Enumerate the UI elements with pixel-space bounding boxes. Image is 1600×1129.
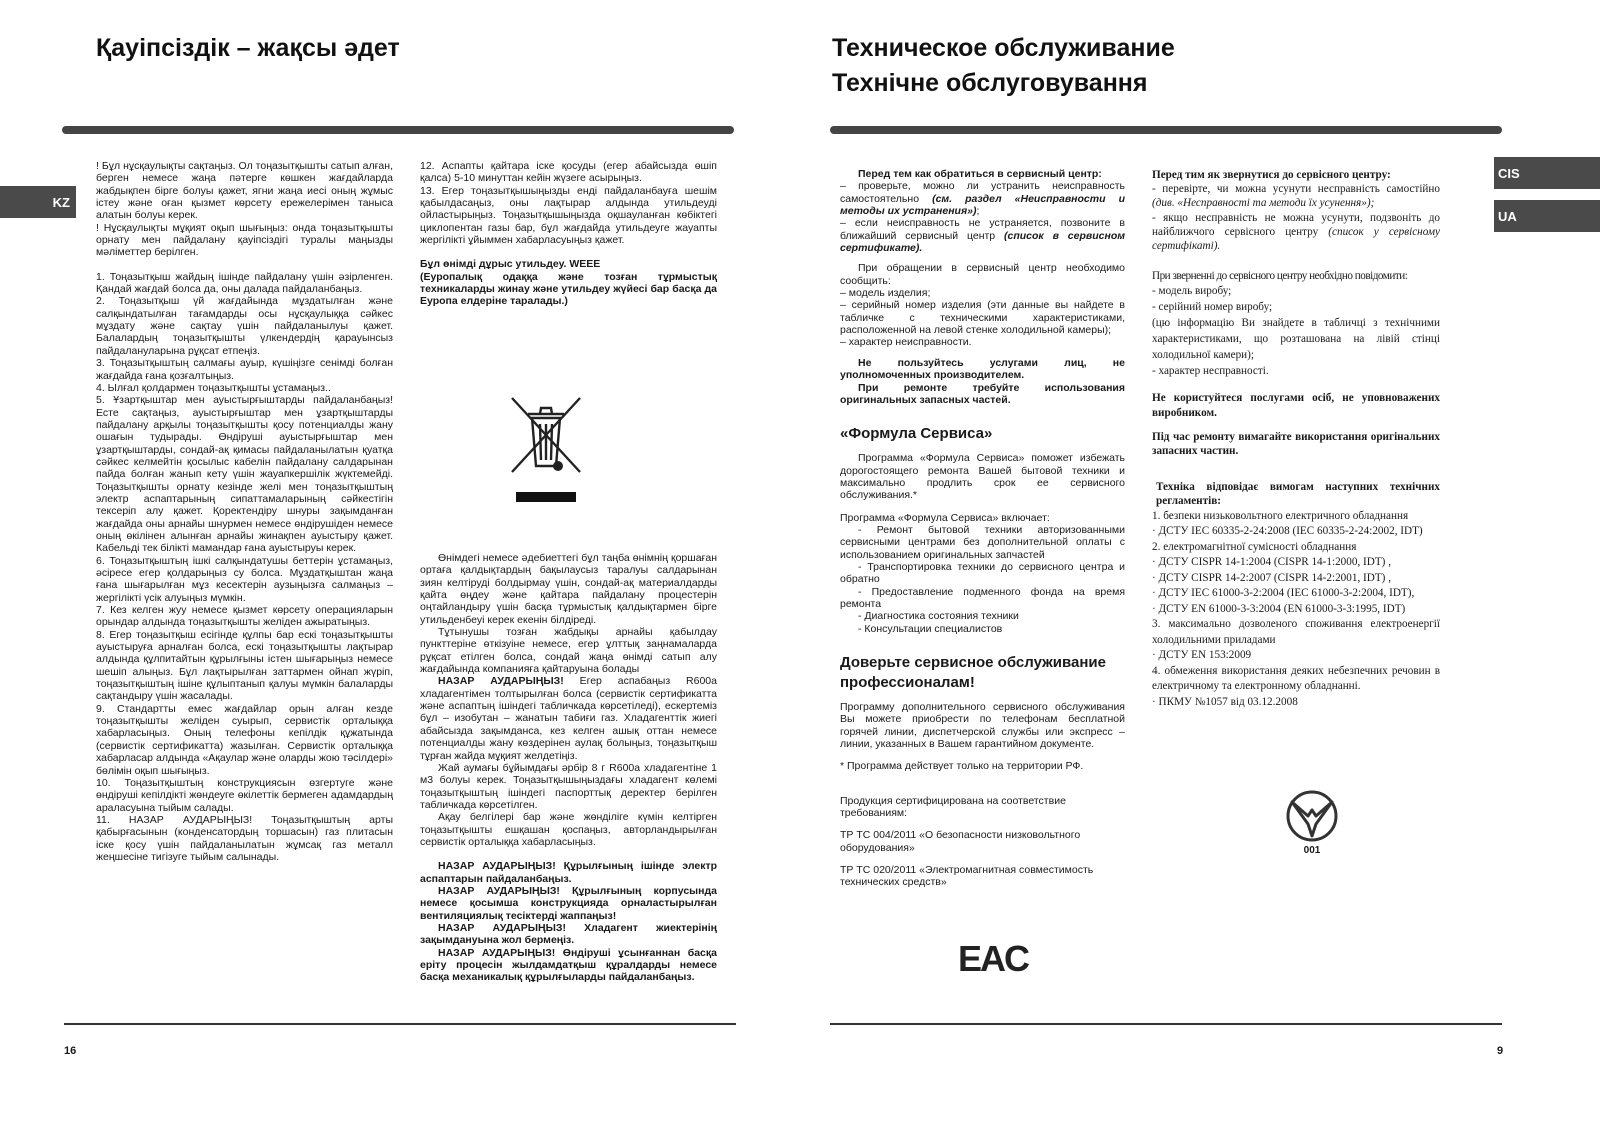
- left-page-number: 16: [64, 1045, 77, 1057]
- ua-reg-item: · ДСТУ CISPR 14-1:2004 (CISPR 14-1:2000, IDT) ,: [1152, 556, 1392, 569]
- eac-mark-icon: EAC: [958, 938, 1029, 979]
- lang-tab-kz[interactable]: KZ: [0, 186, 76, 218]
- cert-item: ТР ТС 004/2011 «О безопасности низковольтного оборудования»: [840, 829, 1081, 854]
- ua-reg-item: · ДСТУ EN 61000-3-3:2004 (EN 61000-3-3:1995, IDT): [1152, 602, 1406, 615]
- formula-intro: Программа «Формула Сервиса» поможет избежать дорогостоящего ремонта Вашей бытовой техники и максимально продлить срок ее сервисного обслуживания.*: [840, 452, 1125, 502]
- kz-para: 7. Кез келген жуу немесе қызмет көрсету операцияларын орындар алдында тоңазытқышты желіден ажыратыңыз.: [96, 604, 393, 629]
- ua-contact-item: - модель виробу;: [1152, 285, 1232, 298]
- ua-conformity-mark: [1280, 788, 1344, 856]
- kz-para: Тұтынушы тозған жабдықы арнайы қабылдау пункттеріне өткізуіне немесе, егер ұлттық заңнамаларда рұқсат етілген болса, сондай жаңа өнімді сатып алу жағдайында компанияға қайтаруына болады: [420, 626, 717, 676]
- ua-before-2: - якщо несправність не можна усунути, подзвоніть до найближчого сервісного центру: [1152, 211, 1440, 238]
- kz-para: 8. Егер тоңазытқыш есігінде құлпы бар ескі тоңазытқышты ауыстыруға арналған болса, ескі тоңазытқышты лақтырар алдында құлпитайтын құрылғыны істен шығарыңыз немесе шешіп алыңыз. Бұл лақтырылған заттармен ойнап жүріп, тоңазытқыштың ішіне құлыптанып қалуы мүмкін балаларды сақтандыру үшін жасалады.: [96, 628, 393, 703]
- ru-contact-item: – характер неисправности.: [840, 336, 972, 349]
- weee-crossed-bin-icon: [506, 394, 586, 506]
- ru-contact-item: – серийный номер изделия (эти данные вы найдете в табличке с техническими характеристиками, расположенной на левой стенке холодильной камеры);: [840, 299, 1125, 337]
- ru-contact-item: – модель изделия;: [840, 287, 931, 300]
- lang-tab-ua[interactable]: UA: [1494, 200, 1600, 232]
- kz-para: 9. Стандартты емес жағдайлар орын алған кезде тоңазытқышты желіден суырып, сервистік орталыққа хабарласыңыз. Оның телефоны кепілдік құжатында (сервистік сертификатта) жазылған. Сервистік орталыққа хабарласар алдында «Ақаулар және оларды жою тәсілдері» бөлімін оқып шығыңыз.: [96, 702, 393, 777]
- formula-item: - Ремонт бытовой техники авторизованными сервисными центрами без дополнительной оплаты с использованием оригинальных запчастей: [840, 523, 1125, 561]
- right-header-bar: [830, 126, 1502, 134]
- ua-bold-1: Не користуйтеся послугами осіб, не уповноважених виробником.: [1152, 392, 1440, 419]
- cert-item: ТР ТС 020/2011 «Электромагнитная совместимость технических средств»: [840, 864, 1094, 889]
- ru-before-1: – проверьте, можно ли устранить неисправность самостоятельно: [840, 180, 1125, 205]
- ua-before-2-ref: (список у сервісному сертифікаті).: [1152, 225, 1440, 253]
- attention-label: НАЗАР АУДАРЫҢЫЗ!: [438, 675, 564, 688]
- kz-para: 2. Тоңазытқыш үй жағдайында мұздатылған және салқындатылған тағамдарды осы нұсқаулыққа сәйкес мұздату және сақтау үшін пайдаланылуы қажет. Балалардың тоңазытқышты үлкендердің қарауынсыз пайдалануларына рұқсат етпеңіз.: [96, 295, 393, 357]
- kz-para: Өнімдегі немесе әдебиеттегі бұл таңба өнімнің қоршаған ортаға қалдықтардың бақылаусыз таралуы салдарынан зиян келтіруді болдырмау үшін, сондай-ақ материалдарды қайта өңдеу және қайтара пайдалану процестерін оңтайландыру үшін басқа тұрмыстық қалдықтармен бірге утильденбеуі керек екенін білдіреді.: [420, 552, 717, 626]
- ua-reg-item: · ДСТУ EN 153:2009: [1152, 649, 1252, 662]
- ua-before-1: - перевірте, чи можна усунути несправність самостійно: [1152, 183, 1440, 196]
- cert-intro: Продукция сертифицирована на соответствие требованиям:: [840, 794, 1066, 820]
- formula-item: - Консультации специалистов: [858, 622, 1003, 635]
- kz-para: ! Бұл нұсқаулықты сақтаңыз. Ол тоңазытқышты сатып алған, берген немесе жаңа пәтерге көшкен жағдайларда жабдықпен бірге болуы қажет, ягни жаңа иесі оның жұмыс істеу және оған қызмет көрсету ережелерімен таныса алатын болуы керек.: [96, 160, 393, 222]
- kz-para: 3. Тоңазытқыштың салмағы ауыр, күшіңізге сенімді болған жағдайда ғана қозғалтыңыз.: [96, 357, 393, 382]
- kz-para: 12. Аспапты қайтара іске қосуды (егер абайсызда өшіп қалса) 5-10 минуттан кейін жүзеге асырыңыз.: [420, 160, 717, 185]
- buy-text: Программу дополнительного сервисного обслуживания Вы можете приобрести по телефонам бесплатной горячей линии, диспетчерской службы или экспресс – линии, указанных в Вашем гарантийном документе.: [840, 701, 1125, 751]
- weee-title: Бұл өнімді дұрыс утильдеу. WEEE: [420, 258, 601, 271]
- ua-bold-2: Під час ремонту вимагайте використання оригінальних запасних частин.: [1152, 430, 1440, 458]
- attention-text: Егер аспабаңыз R600a хладагентімен толтырылған болса (сервистік сертификатта және аспаптың ішіндегі табличкада көрсетіледі), ескертеміз бұл – изобутан – жанатын табиғи газ. Хладагенттік жиегі абайсызда зақымданса, кез келген ашық оттан немесе потенциалды жану көздерінен аулақ болыңыз, тоңазытқыш тұрған жайда мұқият желдетіңіз.: [420, 675, 717, 762]
- formula-item: - Предоставление подменного фонда на время ремонта: [840, 585, 1125, 610]
- ua-conformity-mark-icon: [1280, 788, 1344, 842]
- left-column-1: [96, 160, 393, 863]
- ua-contact-item: (цю інформацію Ви знайдете в табличці з технічними характеристиками, що розташована на лівій стінці холодильної камери);: [1152, 317, 1440, 362]
- kz-para: 4. Ылғал қолдармен тоңазытқышты ұстамаңыз..: [96, 381, 331, 394]
- trust-title: Доверьте сервисное обслуживание профессионалам!: [840, 654, 1106, 691]
- ua-reg-item: 4. обмеження використання деяких небезпечних речовин в електричному та електронному обладнанні.: [1152, 664, 1440, 693]
- right-page-title-ua: Технічне обслуговування: [832, 69, 1148, 97]
- right-page-title-ru: Техническое обслуживание: [832, 34, 1175, 62]
- ru-bold-2: При ремонте требуйте использования оригинальных запасных частей.: [840, 381, 1125, 406]
- ua-reg-item: 2. електромагнітної сумісності обладнання: [1152, 540, 1357, 553]
- right-footer-rule: [830, 1023, 1502, 1025]
- ua-reg-item: · ДСТУ CISPR 14-2:2007 (CISPR 14-2:2001, IDT) ,: [1152, 571, 1392, 584]
- ua-contact-intro: При зверненні до сервісного центру необхідно повідомити:: [1152, 270, 1408, 283]
- warning: НАЗАР АУДАРЫҢЫЗ! Өндіруші ұсынғаннан басқа еріту процесін жылдамдатқыш құралдарды немесе басқа механикалық құрылғыларды пайдаланбаңыз.: [420, 946, 717, 984]
- ua-before-title: Перед тим як звернутися до сервісного центру:: [1152, 169, 1391, 181]
- ru-before-2-ref: (список в сервисном сертификате).: [840, 229, 1125, 255]
- warning: НАЗАР АУДАРЫҢЫЗ! Хладагент жиектерінің зақымдануына жол бермеңіз.: [420, 921, 717, 947]
- kz-para: 5. Ұзартқыштар мен ауыстырғыштарды пайдаланбаңыз! Есте сақтаңыз, ауыстырғыштар мен ұзартқыштарды пайдалану арқылы тоңазытқышты қосу потенциалды жану ошағын тудырады. Өндіруші ауыстырғыштар мен ұзартқыштарды, сондай-ақ қимасы пайдаланылатын қуатқа сәйкес келмейтін қосылыс кабелін пайдалану салдарынан пайда болған жанып кету үшін жауапкершілік жүктемейді. Тоңазытқышты орнату кезінде желі мен тоңазытқыштың электр аспаптарының сипаттамаларының сәйкестігін тексеріп алу қажет. Қоректендіру шнуры зақымданған жағдайда оны арнайы шнурмен немесе өндірушіден немесе оның өкілінен алынған арнайы жинақпен ауыстыру қажет. Кабельді тек білікті мамандар ғана ауыстыруы керек.: [96, 394, 393, 555]
- kz-para: 13. Егер тоңазытқышыңызды енді пайдаланбауға шешім қабылдасаңыз, оны лақтырар алдында утильдеуді ойластырыңыз. Тоңазытқышыңызда оқшауланған көбіктегі циклопентан газы бар, бұл жағдайда утильдеуге жауапты жергілікті ұйыммен хабарласуыңыз қажет.: [420, 184, 717, 247]
- gas-repair-text: Ақау белгілері бар және жөнділіге күмін келтірген тоңазытқышты ешқашан қоспаңыз, авторландырылған сервистік орталыққа хабарласыңыз.: [420, 811, 717, 848]
- left-footer-rule: [64, 1023, 736, 1025]
- ua-column: [1152, 168, 1440, 710]
- left-column-2: [420, 160, 717, 308]
- formula-includes: Программа «Формула Сервиса» включает:: [840, 511, 1050, 524]
- formula-item: - Диагностика состояния техники: [858, 610, 1019, 623]
- ua-contact-item: - характер несправності.: [1152, 365, 1269, 378]
- lang-tab-cis[interactable]: CIS: [1494, 157, 1600, 189]
- ru-contact-intro: При обращении в сервисный центр необходимо сообщить:: [840, 262, 1125, 287]
- kz-para: 1. Тоңазытқыш жайдың ішінде пайдалану үшін әзірленген. Қандай жағдай болса да, оны далада пайдаланбаңыз.: [96, 270, 393, 296]
- ua-contact-item: - серійний номер виробу;: [1152, 301, 1273, 314]
- kz-para: ! Нұсқаулықты мұқият оқып шығыңыз: онда тоңазытқышты орнату мен пайдалану қауіпсіздігі туралы маңызды мәліметтер берілген.: [96, 221, 393, 259]
- formula-item: - Транспортировка техники до сервисного центра и обратно: [840, 560, 1125, 586]
- ua-reg-item: 1. безпеки низьковольтного електричного обладнання: [1152, 509, 1409, 522]
- ru-column: Перед тем как обратиться в сервисный центр: – проверьте, можно ли устранить неисправность самостоятельно (см. раздел «Неисправности и методы их устранения»); – если неисправность не устраняется, позвоните в ближайший сервисный центр (список в сервисном сертификате). При обращении в сервисный центр необходимо сообщить: – модель изделия; – серийный номер изделия (эти данные вы найдете в табличке с техническими характеристиками, расположенной на левой стенке холодильной камеры); – характер неисправности. Не пользуйтесь услугами лиц, не уполномоченных производителем. При ремонте требуйте использования оригинальных запасных частей. «Формула Сервиса» Программа «Формула Сервиса» поможет избежать дорогостоящего ремонта Вашей бытовой техники и максимально продлить срок ее сервисного обслуживания.* Программа «Формула Сервиса» включает: - Ремонт бытовой техники авторизованными сервисными центрами без дополнительной оплаты с использованием оригинальных запчастей - Транспортировка техники до сервисного центра и обратно - Предоставление подменного фонда на время ремонта - Диагностика состояния техники - Консультации специалистов Доверьте сервисное обслуживание профессионалам! Программу дополнительного сервисного обслуживания Вы можете приобрести по телефонам бесплатной горячей линии, диспетчерской службы или экспресс – линии, указанных в Вашем гарантийном документе. * Программа действует только на территории РФ. Продукция сертифицирована на соответствие требованиям: ТР ТС 004/2011 «О безопасности низковольтного оборудования» ТР ТС 020/2011 «Электромагнитная совместимость технических средств»: [840, 168, 1125, 889]
- ru-before-title: Перед тем как обратиться в сервисный центр:: [858, 168, 1102, 180]
- ru-footnote: * Программа действует только на территории РФ.: [840, 760, 1084, 773]
- ua-mark-code: 001: [1303, 845, 1321, 856]
- left-page-title: Қауіпсіздік – жақсы әдет: [96, 34, 400, 62]
- right-page-number: 9: [1497, 1045, 1504, 1057]
- gas-volume-text: Жай аумағы бұйымдағы әрбір 8 г R600a хладагентіне 1 м3 болуы керек. Тоңазытқышыңыздағы хладагент көлемі тоңазытқыштың ішіндегі паспорттық деректер берілген табличкада көрсетілген.: [420, 761, 717, 811]
- weee-note: (Еуропалық одаққа және тозған тұрмыстық техникаларды жинау және утильдеу жүйесі бар басқа да Еуропа елдеріне таралады.): [420, 270, 717, 308]
- ua-reg-item: 3. максимально дозволеного споживання електроенергії холодильними приладами: [1152, 618, 1440, 646]
- left-column-2-lower: [420, 552, 717, 984]
- ru-before-1-ref: (см. раздел «Неисправности и методы их устранения»): [840, 192, 1125, 218]
- kz-para: 6. Тоңазытқыштың ішкі салқындатушы беттерін ұстамаңыз, әсіресе егер қолдарыңыз су болса. Мұздатқыштан жаңа ғана шығарылған мұз кесектерін аузыңызға салмаңыз – жергілікті үсік алуыңыз мүмкін.: [96, 554, 393, 604]
- warning: НАЗАР АУДАРЫҢЫЗ! Құрылғының корпусында немесе қосымша конструкцияда орналастырылған вентиляциялық тесіктерді жаппаңыз!: [420, 884, 717, 922]
- kz-para: 10. Тоңазытқыштың конструкциясын өзгертуге және өндіруші кепілдікті жөндеуге өкілеттік бермеген адамдардың араласуына тыйым салады.: [96, 776, 393, 814]
- ua-reg-item: · ДСТУ IEC 60335-2-24:2008 (IEC 60335-2-24:2002, IDT): [1152, 525, 1423, 538]
- left-header-bar: [62, 126, 734, 134]
- ru-before-2: – если неисправность не устраняется, позвоните в ближайший сервисный центр: [840, 217, 1125, 242]
- ua-before-1-ref: (див. «Несправності та методи їх усунення»);: [1152, 197, 1375, 210]
- kz-para: 11. НАЗАР АУДАРЫҢЫЗ! Тоңазытқыштың арты қабырғасынын (конденсатордың торшасын) газ плитасын іске қосу үшін пайдаланылатын жұмсақ газ металл жеңшесіне тигізуге тыйым салынады.: [96, 813, 393, 863]
- formula-title: «Формула Сервиса»: [840, 425, 993, 443]
- ua-reg-item: · ПКМУ №1057 від 03.12.2008: [1152, 695, 1298, 708]
- ua-reg-item: · ДСТУ IEC 61000-3-2:2004 (IEC 61000-3-2:2004, IDT),: [1152, 587, 1415, 600]
- ru-bold-1: Не пользуйтесь услугами лиц, не уполномоченных производителем.: [840, 356, 1125, 382]
- ua-reg-title: Техніка відповідає вимогам наступних технічних регламентів:: [1156, 481, 1440, 508]
- warning: НАЗАР АУДАРЫҢЫЗ! Құрылғының ішінде электр аспаптарын пайдаланбаңыз.: [420, 860, 717, 885]
